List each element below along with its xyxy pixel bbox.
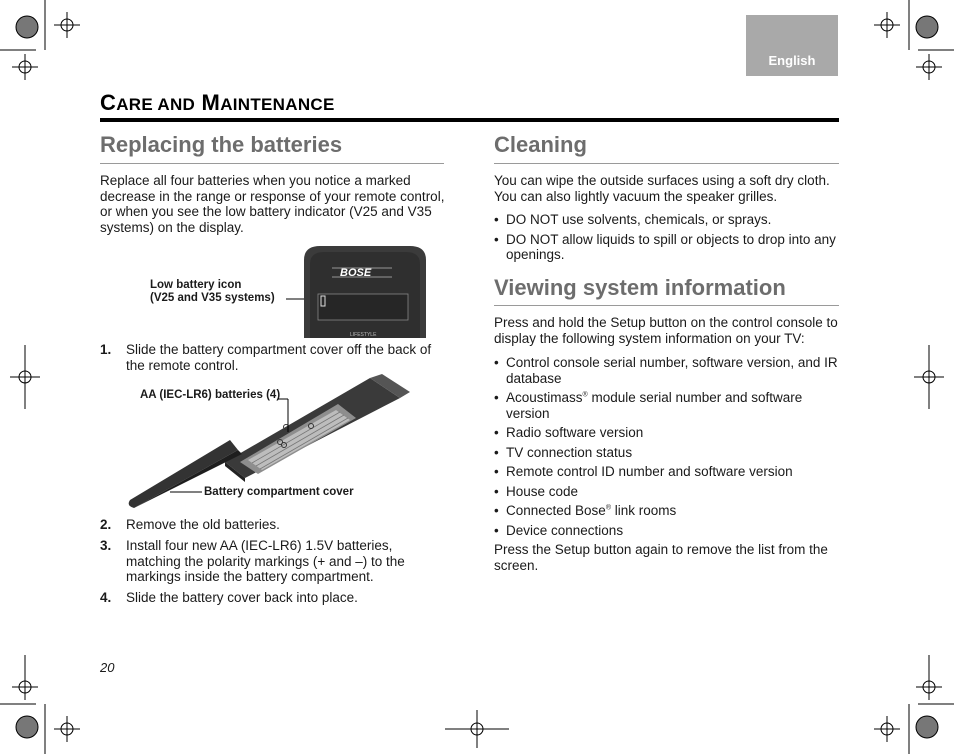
cover-callout: Battery compartment cover: [204, 486, 354, 498]
step-2: 2. Remove the old batteries.: [100, 517, 280, 532]
remote-back-illustration: [120, 370, 420, 515]
section-rule: [494, 305, 839, 306]
language-tab[interactable]: [746, 15, 838, 76]
cleaning-intro: You can wipe the outside surfaces using a soft dry cloth. You can also lightly vacuum the speaker grilles.: [494, 173, 830, 204]
section-rule: [494, 163, 839, 164]
section-rule: [100, 163, 444, 164]
list-item: • TV connection status: [494, 445, 839, 461]
viewing-list: [494, 355, 839, 542]
list-item: • DO NOT allow liquids to spill or objects to drop into any openings.: [494, 232, 839, 263]
step-4: 4. Slide the battery cover back into place.: [100, 590, 358, 605]
page-number: 20: [100, 660, 115, 675]
list-item: • DO NOT use solvents, chemicals, or sprays.: [494, 212, 839, 228]
section-heading-viewing: Viewing system information: [494, 275, 786, 300]
viewing-outro: Press the Setup button again to remove the list from the screen.: [494, 542, 828, 573]
low-battery-callout: Low battery icon (V25 and V35 systems): [150, 279, 275, 304]
list-item: • House code: [494, 484, 839, 500]
remote-display-illustration: [280, 244, 430, 338]
step-1: 1. Slide the battery compartment cover off the back of the remote control.: [100, 342, 432, 373]
list-item: • Remote control ID number and software version: [494, 464, 839, 480]
section-heading-batteries: Replacing the batteries: [100, 132, 343, 157]
language-tab-label: English: [768, 53, 816, 68]
list-item: • Control console serial number, software version, and IR database: [494, 355, 839, 386]
batteries-intro: Replace all four batteries when you notice a marked decrease in the range or response of your remote control, or when you see the low battery indicator (V25 and V35 systems) on the display.: [100, 173, 445, 235]
list-item: • Device connections: [494, 523, 839, 539]
list-item: • Acoustimass® module serial number and software version: [494, 390, 839, 421]
lifestyle-label: LIFESTYLE: [350, 332, 377, 338]
chapter-title: CARE AND MAINTENANCE: [100, 90, 335, 115]
step-3: 3. Install four new AA (IEC-LR6) 1.5V batteries, matching the polarity markings (+ and –) to the markings inside the battery compartment.: [100, 538, 405, 584]
bose-logo: BOSE: [340, 267, 372, 279]
batteries-callout: AA (IEC-LR6) batteries (4): [140, 389, 281, 401]
cleaning-list: [494, 212, 839, 267]
section-heading-cleaning: Cleaning: [494, 132, 587, 157]
chapter-rule: [100, 118, 839, 122]
list-item: • Connected Bose® link rooms: [494, 503, 839, 519]
viewing-intro: Press and hold the Setup button on the control console to display the following system information on your TV:: [494, 315, 838, 346]
list-item: • Radio software version: [494, 425, 839, 441]
